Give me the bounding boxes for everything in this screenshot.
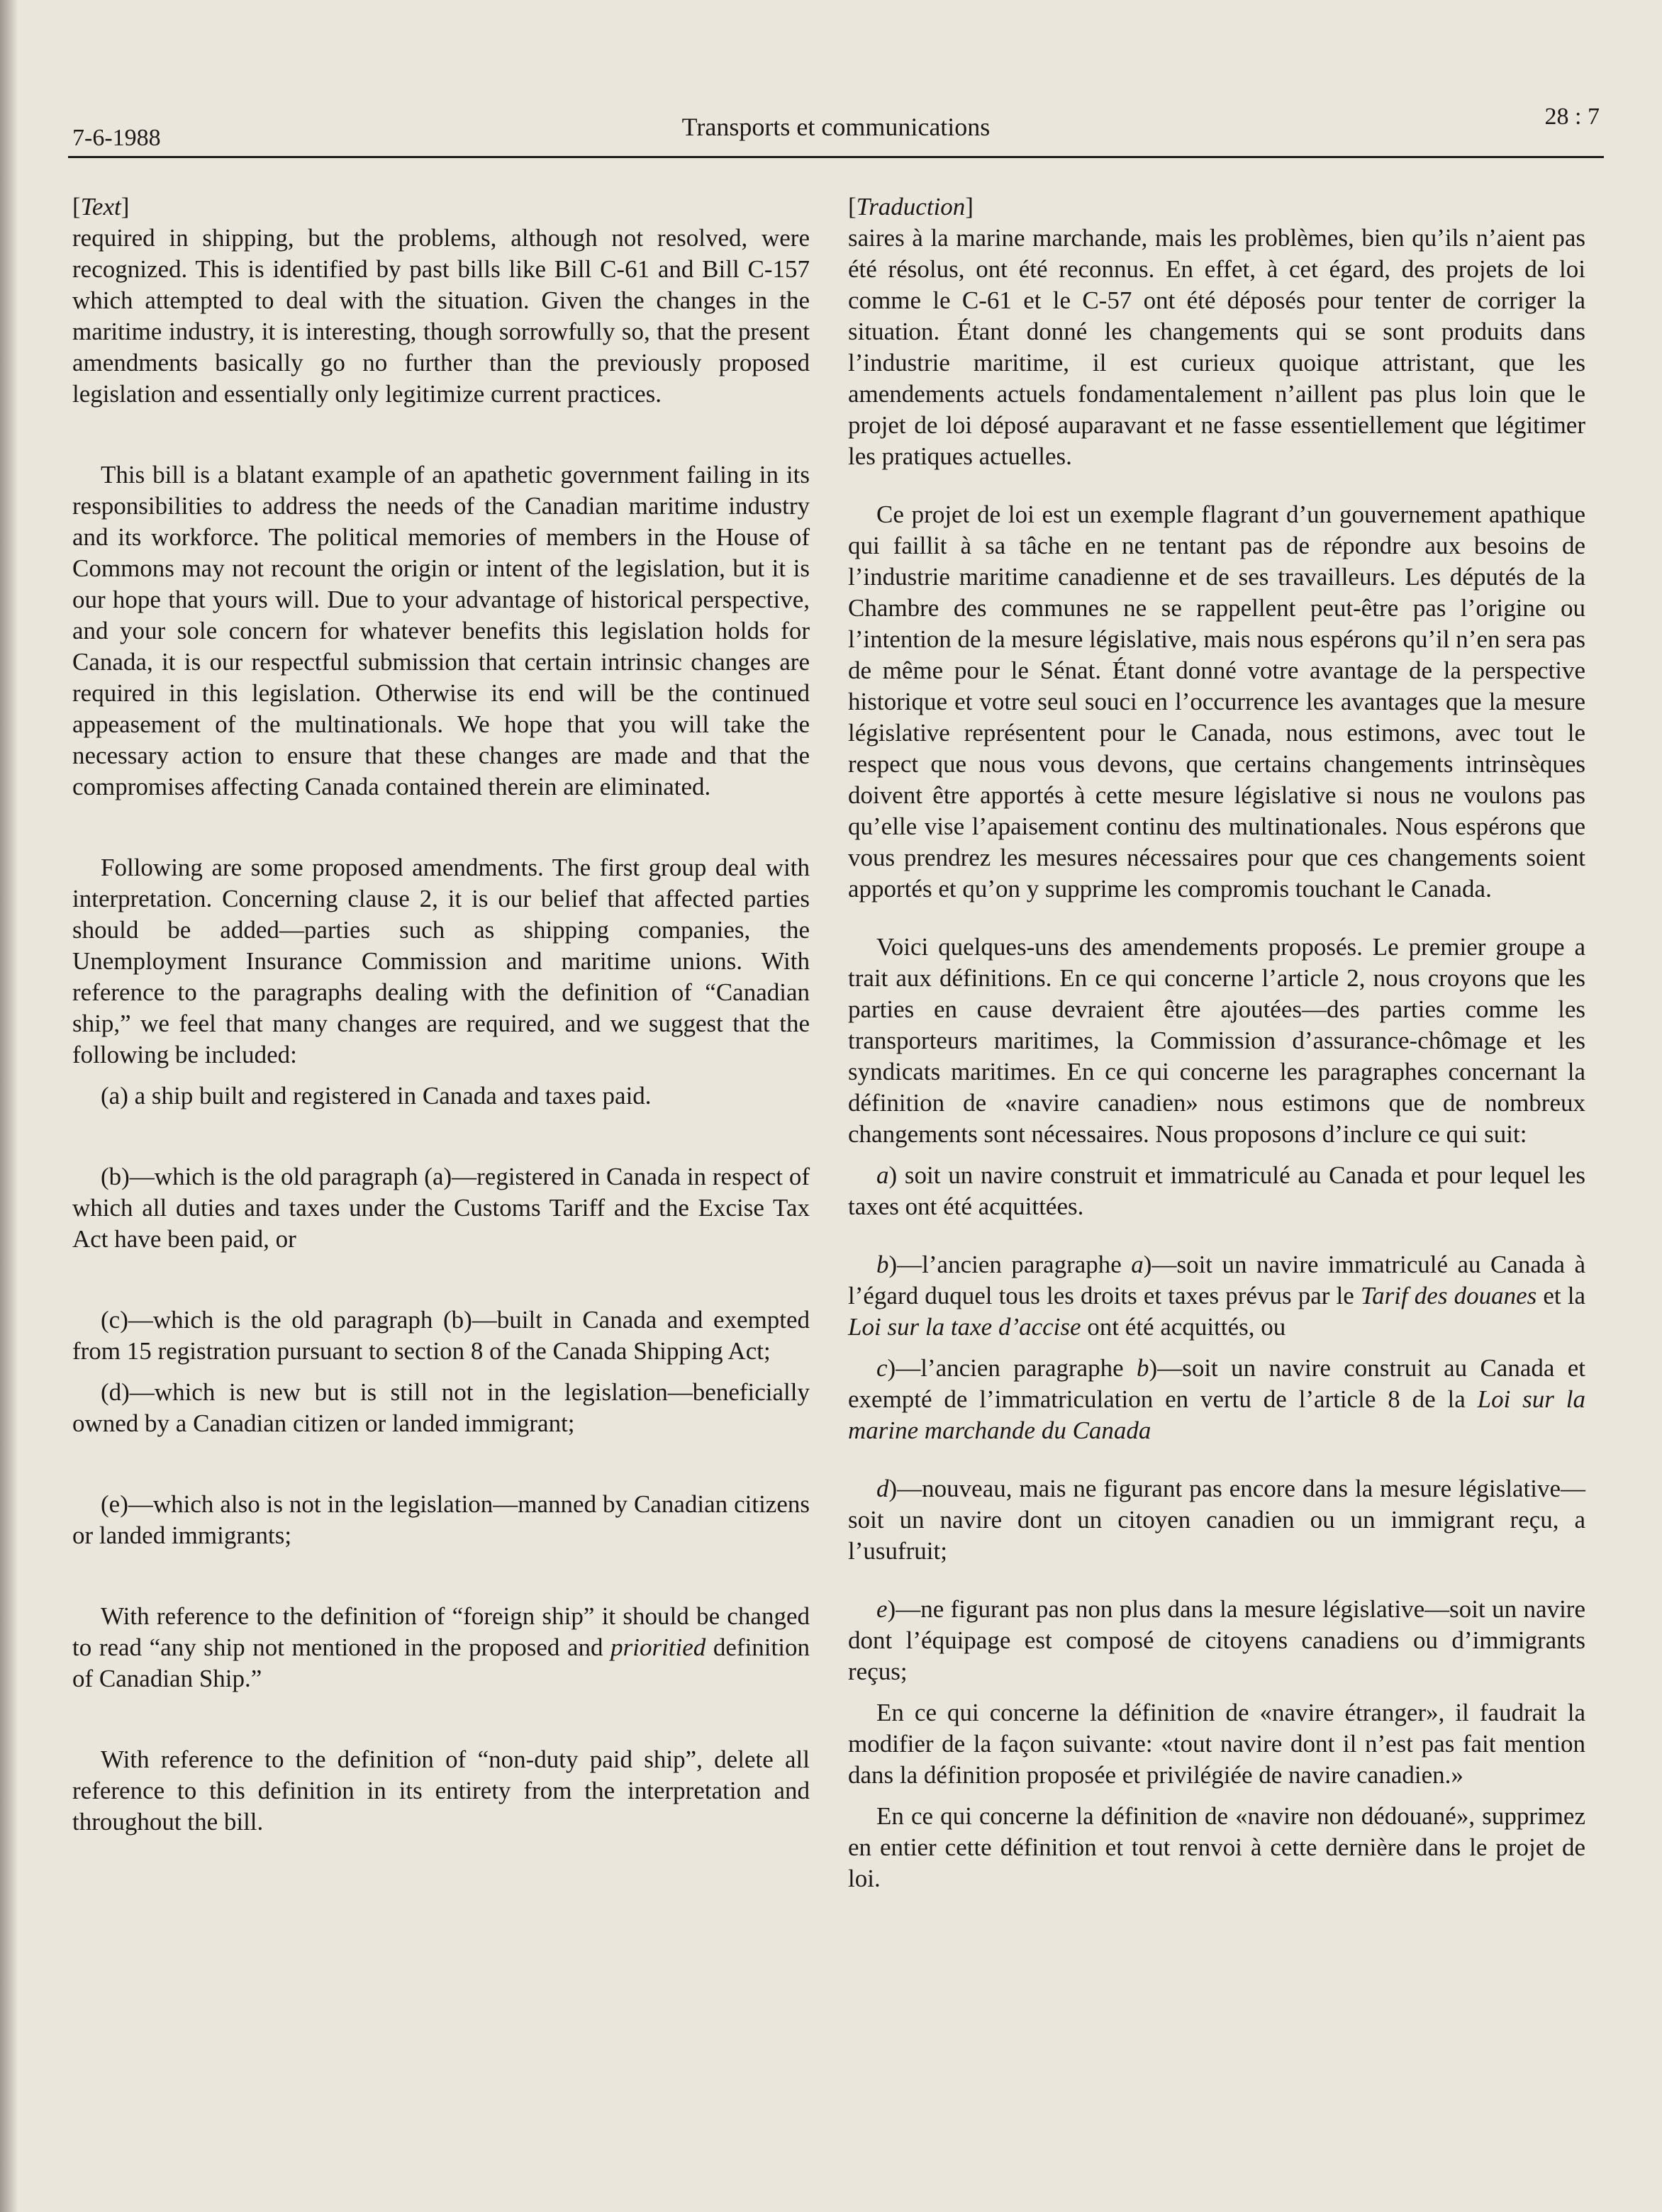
french-item-b-text-2: )—soit un navire immatriculé au Canada à l’égard duquel tous les droits et taxes prévus par le: [848, 1251, 1586, 1309]
english-paragraph-5: With reference to the definition of “non-duty paid ship”, delete all reference to this definition in its entirety from the interpretation and throughout the bill.: [72, 1745, 810, 1836]
french-item-c-text-1: )—l’ancien paragraphe: [887, 1354, 1137, 1382]
english-paragraph-4: [72, 1601, 810, 1694]
french-label-text: Traduction: [856, 193, 966, 220]
french-item-e: [848, 1594, 1585, 1687]
french-item-d-text: )—nouveau, mais ne figurant pas encore dans la mesure législative—soit un navire dont un citoyen canadien ou un immigrant reçu, a l’usufruit;: [848, 1475, 1585, 1565]
english-item-b: (b)—which is the old paragraph (a)—registered in Canada in respect of which all duties and taxes under the Customs Tariff and the Excise Tax Act have been paid, or: [72, 1163, 810, 1253]
french-item-a-letter: a: [876, 1161, 889, 1189]
french-item-b-letter-ref: a: [1131, 1251, 1144, 1278]
french-item-c-letter-ref: b: [1137, 1354, 1149, 1382]
french-item-d: [848, 1473, 1585, 1567]
english-paragraph-2: This bill is a blatant example of an apathetic government failing in its responsibilities to address the needs of the Canadian maritime industry and its workforce. The political memories of members in the House of Commons may not recount the origin or intent of the legislation, but it is our hope that yours will. Due to your advantage of historical perspective, and your sole concern for whatever benefits this legislation holds for Canada, it is our respectful submission that certain intrinsic changes are required in this legislation. Otherwise its end will be the continued appeasement of the multinationals. We hope that you will take the necessary action to ensure that these changes are made and that the compromises affecting Canada contained therein are eliminated.: [72, 461, 810, 800]
english-p4-italic: prioritied: [610, 1633, 706, 1661]
english-item-a: (a) a ship built and registered in Canada and taxes paid.: [101, 1082, 652, 1110]
french-paragraph-3: Voici quelques-uns des amendements proposés. Le premier groupe a trait aux définitions. En ce qui concerne l’article 2, nous croyons que les parties en cause devraient être ajoutées—des parties comme les transporteurs maritimes, la Commission d’assurance-chômage et les syndicats maritimes. En ce qui concerne les paragraphes concernant la définition de «navire canadien» nous estimons que de nombreux changements sont nécessaires. Nous proposons d’inclure ce qui suit:: [848, 933, 1585, 1148]
english-item-d: (d)—which is new but is still not in the legislation—beneficially owned by a Canadian citizen or landed immigrant;: [72, 1378, 810, 1437]
french-item-b-text-3: et la: [1536, 1282, 1585, 1309]
french-paragraph-2: Ce projet de loi est un exemple flagrant d’un gouvernement apathique qui faillit à sa tâche en ne tentant pas de répondre aux besoins de l’industrie maritime canadienne et de ses travailleurs. Les députés de la Chambre des communes ne se rappellent peut-être pas l’origine ou l’intention de la mesure législative, mais nous espérons qu’il n’en sera pas de même pour le Sénat. Étant donné votre avantage de la perspective historique et votre seul souci en l’occurrence les avantages que la mesure législative représentent pour le Canada, nous estimons, avec tout le respect que nous vous devons, que certains changements intrinsèques doivent être apportés à cette mesure législative si nous ne voulons pas qu’elle vise l’apaisement continu des multinationales. Nous espérons que vous prendrez les mesures nécessaires pour que ces changements soient apportés et qu’on y supprime les compromis touchant le Canada.: [848, 501, 1586, 903]
header-date: 7-6-1988: [72, 125, 161, 151]
french-item-b-italic-1: Tarif des douanes: [1360, 1282, 1537, 1309]
french-paragraph-5: En ce qui concerne la définition de «navire non dédouané», supprimez en entier cette définition et tout renvoi à cette dernière dans le projet de loi.: [848, 1802, 1585, 1892]
english-column-label: [Text]: [72, 193, 130, 220]
french-paragraph-1: saires à la marine marchande, mais les problèmes, bien qu’ils n’aient pas été résolus, ont été reconnus. En effet, à cet égard, des projets de loi comme le C-61 et le C-57 ont été déposés pour tenter de corriger la situation. Étant donné les changements qui se sont produits dans l’industrie maritime, il est curieux quoique attristant, que les amendements actuels fondamentalement n’aillent pas plus loin que le projet de loi déposé auparavant et ne fasse essentiellement que légitimer les pratiques actuelles.: [848, 224, 1585, 470]
english-paragraph-3: Following are some proposed amendments. The first group deal with interpretation. Concerning clause 2, it is our belief that affected parties should be added—parties such as shipping companies, the Unemployment Insurance Commission and maritime unions. With reference to the paragraphs dealing with the definition of “Canadian ship,” we feel that many changes are required, and we suggest that the following be included:: [72, 854, 810, 1068]
french-item-b-text-1: )—l’ancien paragraphe: [888, 1251, 1132, 1278]
header-page-number: 28 : 7: [1544, 104, 1600, 130]
page-binding-shadow: [0, 0, 18, 2212]
french-item-d-letter: d: [876, 1475, 889, 1502]
french-item-b-italic-2: Loi sur la taxe d’accise: [848, 1313, 1081, 1341]
english-column: [72, 191, 810, 1838]
french-column-label: [Traduction]: [848, 193, 974, 220]
page-header: [68, 92, 1604, 158]
english-paragraph-1: required in shipping, but the problems, although not resolved, were recognized. This is identified by past bills like Bill C-61 and Bill C-157 which attempted to deal with the situation. Given the changes in the maritime industry, it is interesting, though sorrowfully so, that the present amendments basically go no further than the previously proposed legislation and essentially only legitimize current practices.: [72, 224, 810, 408]
french-item-c: [848, 1353, 1585, 1446]
french-paragraph-4: En ce qui concerne la définition de «navire étranger», il faudrait la modifier de la façon suivante: «tout navire dont il n’est pas fait mention dans la définition proposée et privilégiée de navire canadien.»: [848, 1699, 1585, 1789]
french-column: [848, 191, 1585, 1894]
french-item-c-letter: c: [876, 1354, 888, 1382]
french-item-a: [848, 1160, 1585, 1222]
french-item-b-letter: b: [876, 1251, 889, 1278]
english-p4-text-start: With reference to the definition of “foreign ship” it should be changed to read “any ship not mentioned in the proposed and: [72, 1602, 810, 1661]
english-item-c: (c)—which is the old paragraph (b)—built in Canada and exempted from 15 registration pursuant to section 8 of the Canada Shipping Act;: [72, 1306, 810, 1365]
header-title: Transports et communications: [681, 113, 991, 141]
french-item-b-text-4: ont été acquittés, ou: [1081, 1313, 1286, 1341]
french-item-e-letter: e: [876, 1595, 888, 1623]
french-item-c-text-2: )—soit un navire construit au Canada et exempté de l’immatriculation en vertu de l’article 8 de la: [848, 1354, 1585, 1413]
english-label-text: Text: [80, 193, 121, 220]
french-item-e-text: )—ne figurant pas non plus dans la mesure législative—soit un navire dont l’équipage est composé de citoyens canadiens ou d’immigrants reçus;: [848, 1595, 1585, 1685]
english-p4-text-end: definition of Canadian Ship.”: [72, 1633, 810, 1692]
french-item-b: [848, 1249, 1585, 1343]
english-item-e: (e)—which also is not in the legislation—manned by Canadian citizens or landed immigrants;: [72, 1490, 810, 1549]
french-item-a-text: ) soit un navire construit et immatriculé au Canada et pour lequel les taxes ont été acquittées.: [848, 1161, 1585, 1220]
french-item-c-italic: Loi sur la marine marchande du Canada: [848, 1385, 1586, 1444]
document-page: [68, 92, 1604, 2191]
